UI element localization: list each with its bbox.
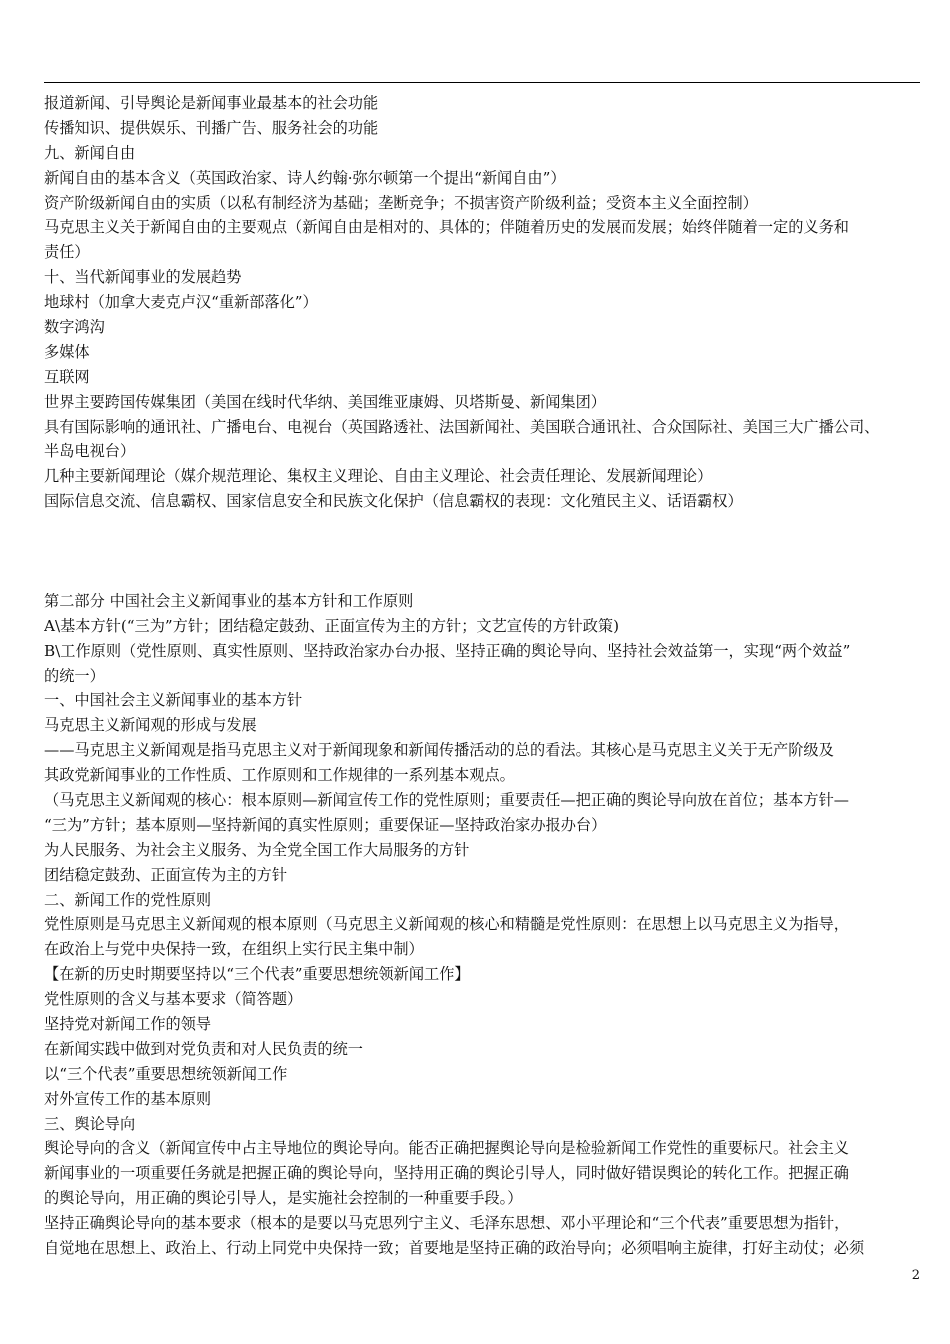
text-line: 新闻事业的一项重要任务就是把握正确的舆论导向，坚持用正确的舆论引导人，同时做好错误舆论的转化工作。把握正确 — [44, 1164, 849, 1183]
text-line: 坚持党对新闻工作的领导 — [44, 1014, 212, 1033]
text-line: 几种主要新闻理论（媒介规范理论、集权主义理论、自由主义理论、社会责任理论、发展新闻理论） — [44, 467, 713, 486]
text-line: 半岛电视台） — [44, 442, 136, 461]
text-line: 以“三个代表”重要思想统领新闻工作 — [44, 1064, 288, 1083]
text-line: 数字鸿沟 — [44, 318, 105, 337]
text-line: 马克思主义新闻观的形成与发展 — [44, 716, 257, 735]
text-line: ——马克思主义新闻观是指马克思主义对于新闻现象和新闻传播活动的总的看法。其核心是马克思主义关于无产阶级及 — [44, 741, 834, 760]
text-line: 的统一） — [44, 666, 105, 685]
text-line: 资产阶级新闻自由的实质（以私有制经济为基础；垄断竞争；不损害资产阶级利益；受资本主义全面控制） — [44, 193, 758, 212]
document-body — [44, 91, 922, 1261]
text-line: 【在新的历史时期要坚持以“三个代表”重要思想统领新闻工作】 — [44, 965, 470, 984]
text-line: 互联网 — [44, 367, 90, 386]
text-line: 在新闻实践中做到对党负责和对人民负责的统一 — [44, 1039, 363, 1058]
text-line: 多媒体 — [44, 342, 90, 361]
text-line: 报道新闻、引导舆论是新闻事业最基本的社会功能 — [44, 94, 379, 112]
section-heading: 一、中国社会主义新闻事业的基本方针 — [44, 691, 303, 710]
text-line: 为人民服务、为社会主义服务、为全党全国工作大局服务的方针 — [44, 840, 470, 859]
text-line: 在政治上与党中央保持一致，在组织上实行民主集中制） — [44, 940, 424, 959]
text-line: 马克思主义关于新闻自由的主要观点（新闻自由是相对的、具体的；伴随着历史的发展而发展；始终伴随着一定的义务和 — [44, 218, 849, 237]
text-line: A\基本方针(“三为”方针；团结稳定鼓劲、正面宣传为主的方针；文艺宣传的方针政策) — [44, 616, 620, 635]
text-line: 具有国际影响的通讯社、广播电台、电视台（英国路透社、法国新闻社、美国联合通讯社、合众国际社、美国三大广播公司、 — [44, 417, 880, 436]
part-two-section — [44, 589, 922, 1261]
section-heading: 二、新闻工作的党性原则 — [44, 890, 212, 909]
text-line: （马克思主义新闻观的核心：根本原则—新闻宣传工作的党性原则；重要责任—把正确的舆论导向放在首位；基本方针— — [44, 790, 849, 809]
section-heading: 三、舆论导向 — [44, 1114, 136, 1133]
section-heading: 九、新闻自由 — [44, 143, 136, 162]
text-line: 团结稳定鼓劲、正面宣传为主的方针 — [44, 865, 287, 884]
text-line: 地球村（加拿大麦克卢汉“重新部落化”） — [44, 293, 318, 312]
text-line: “三为”方针；基本原则—坚持新闻的真实性原则；重要保证—坚持政治家办报办台） — [44, 815, 607, 834]
text-line: B\工作原则（党性原则、真实性原则、坚持政治家办台办报、坚持正确的舆论导向、坚持社会效益第一，实现“两个效益” — [44, 641, 851, 660]
text-line: 对外宣传工作的基本原则 — [44, 1089, 212, 1108]
text-line: 党性原则的含义与基本要求（简答题） — [44, 990, 303, 1009]
text-line: 世界主要跨国传媒集团（美国在线时代华纳、美国维亚康姆、贝塔斯曼、新闻集团） — [44, 392, 606, 411]
blank-space — [44, 514, 922, 589]
text-line: 责任） — [44, 243, 90, 262]
text-line: 自觉地在思想上、政治上、行动上同党中央保持一致；首要地是坚持正确的政治导向；必须唱响主旋律，打好主动仗；必须 — [44, 1238, 865, 1257]
text-line: 的舆论导向，用正确的舆论引导人，是实施社会控制的一种重要手段。） — [44, 1189, 523, 1208]
header-rule — [44, 82, 920, 83]
section-heading: 十、当代新闻事业的发展趋势 — [44, 268, 242, 287]
text-line: 其政党新闻事业的工作性质、工作原则和工作规律的一系列基本观点。 — [44, 766, 515, 785]
text-line: 党性原则是马克思主义新闻观的根本原则（马克思主义新闻观的核心和精髓是党性原则：在思想上以马克思主义为指导， — [44, 915, 849, 934]
text-line: 国际信息交流、信息霸权、国家信息安全和民族文化保护（信息霸权的表现：文化殖民主义、话语霸权） — [44, 492, 743, 511]
text-line: 新闻自由的基本含义（英国政治家、诗人约翰·弥尔顿第一个提出“新闻自由”） — [44, 168, 566, 187]
part-one-section — [44, 91, 922, 514]
text-line: 坚持正确舆论导向的基本要求（根本的是要以马克思列宁主义、毛泽东思想、邓小平理论和“三个代表”重要思想为指针， — [44, 1214, 850, 1233]
part-heading: 第二部分 中国社会主义新闻事业的基本方针和工作原则 — [44, 591, 414, 610]
text-line: 舆论导向的含义（新闻宣传中占主导地位的舆论导向。能否正确把握舆论导向是检验新闻工作党性的重要标尺。社会主义 — [44, 1139, 849, 1158]
page-number: 2 — [911, 1268, 920, 1283]
text-line: 传播知识、提供娱乐、刊播广告、服务社会的功能 — [44, 118, 379, 137]
